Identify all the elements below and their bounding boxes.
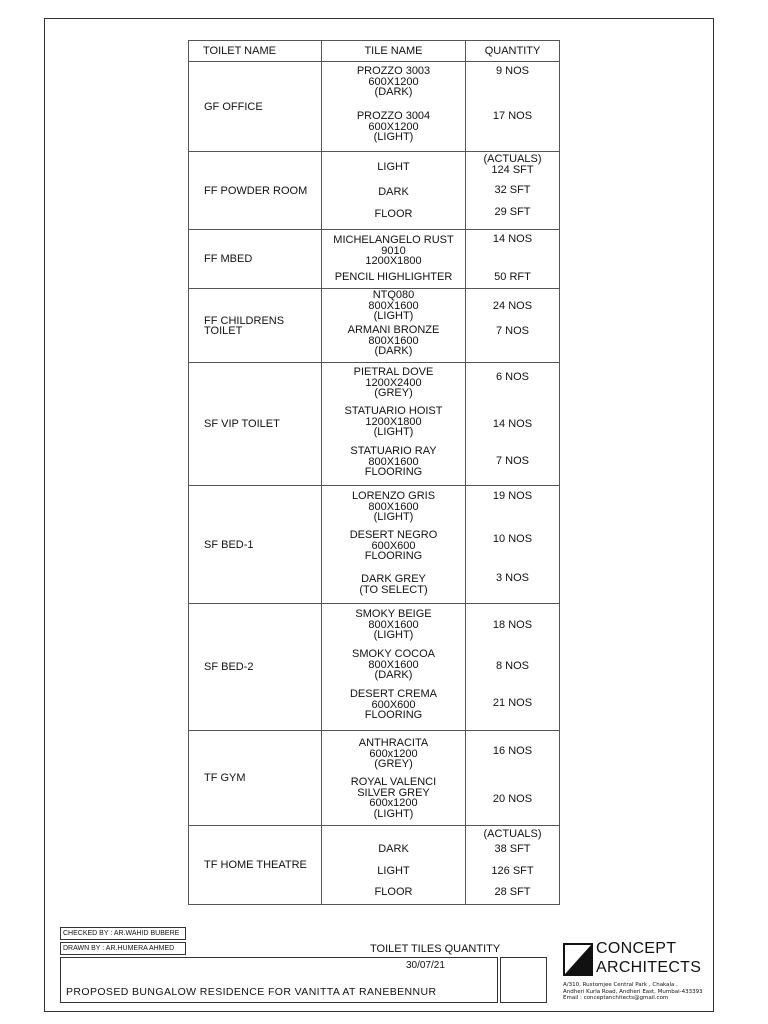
tile-line: NTQ080 <box>372 289 415 301</box>
toilet-name: SF BED-2 <box>189 604 322 731</box>
toilet-name: SF VIP TOILET <box>189 363 322 486</box>
tile-entry <box>322 111 465 143</box>
tile-line: LORENZO GRIS <box>351 490 436 502</box>
table-row <box>189 731 560 826</box>
quantity-value: 32 SFT <box>494 184 531 196</box>
toilet-name: SF BED-1 <box>189 486 322 604</box>
table-row <box>189 363 560 486</box>
tile-line: 600x1200 <box>369 747 418 760</box>
tile-entry <box>322 887 465 898</box>
table-row <box>189 62 560 152</box>
toilet-name: TF GYM <box>189 731 322 826</box>
tile-line: SILVER GREY <box>357 786 430 799</box>
tile-line: 800X1600 <box>368 500 419 513</box>
tile-line: PROZZO 3003 <box>356 65 431 77</box>
header-quantity: QUANTITY <box>466 41 560 62</box>
toilet-name: GF OFFICE <box>189 62 322 152</box>
quantity-value: (ACTUALS) <box>483 153 542 165</box>
tile-entry <box>322 367 465 399</box>
quantity-value: 6 NOS <box>495 371 529 383</box>
quantity-value: 20 NOS <box>492 793 533 805</box>
checked-by-text: CHECKED BY : AR.WAHID BUBERE <box>63 930 180 937</box>
quantity-value: 124 SFT <box>491 164 534 176</box>
tile-cell <box>322 363 466 486</box>
tile-line: LIGHT <box>377 161 410 173</box>
tile-cell <box>322 826 466 905</box>
project-name: PROPOSED BUNGALOW RESIDENCE FOR VANITTA AT RANEBENNUR <box>66 986 437 998</box>
firm-name-line1: CONCEPT <box>596 940 677 957</box>
sheet-date: 30/07/21 <box>406 960 445 971</box>
toilet-name: FF MBED <box>189 230 322 289</box>
tile-entry <box>322 235 465 267</box>
tile-cell <box>322 230 466 289</box>
quantity-cell <box>466 289 560 363</box>
tile-line: PENCIL HIGHLIGHTER <box>334 271 453 283</box>
header-tile-name: TILE NAME <box>322 41 466 62</box>
table-row <box>189 289 560 363</box>
tile-line: 800X1600 <box>368 334 419 347</box>
quantity-cell <box>466 731 560 826</box>
tile-entry <box>322 162 465 173</box>
tile-cell <box>322 289 466 363</box>
tile-line: FLOORING <box>364 466 423 478</box>
tile-line: 800X1600 <box>368 618 419 631</box>
tile-line: 800X1600 <box>368 658 419 671</box>
stamp-box <box>500 957 547 1003</box>
quantity-value: 7 NOS <box>495 455 529 467</box>
toilet-name: FF CHILDRENS TOILET <box>189 289 322 363</box>
tile-line: 600X600 <box>371 698 416 711</box>
tile-cell <box>322 152 466 230</box>
quantity-value: 29 SFT <box>494 206 531 218</box>
address-line-1: A/310, Rustomjee Central Park , Chakala , <box>563 982 678 988</box>
tile-entry <box>322 272 465 283</box>
quantity-cell <box>466 363 560 486</box>
tile-line: 600X1200 <box>368 75 419 88</box>
tile-line: ANTHRACITA <box>358 737 429 749</box>
quantity-cell <box>466 604 560 731</box>
tile-line: ARMANI BRONZE <box>347 324 440 336</box>
quantity-value: 21 NOS <box>492 697 533 709</box>
quantity-value: 18 NOS <box>492 619 533 631</box>
quantity-cell <box>466 486 560 604</box>
quantity-cell <box>466 826 560 905</box>
tile-line: (GREY) <box>374 387 413 399</box>
tile-line: (LIGHT) <box>373 807 414 820</box>
drawn-by-text: DRAWN BY : AR.HUMERA AHMED <box>63 945 175 952</box>
quantity-value: 24 NOS <box>492 300 533 312</box>
sheet-title: TOILET TILES QUANTITY <box>370 943 501 955</box>
tile-entry <box>322 649 465 681</box>
concept-logo-icon <box>563 943 593 976</box>
tile-entry <box>322 738 465 770</box>
tile-quantity-table <box>188 40 560 905</box>
tile-line: DARK GREY <box>361 573 426 585</box>
firm-email: Email : conceptanchitects@gmail.com <box>563 995 669 1001</box>
quantity-value: 10 NOS <box>492 533 533 545</box>
tile-line: FLOOR <box>374 208 413 220</box>
tile-entry <box>322 187 465 198</box>
table-row <box>189 486 560 604</box>
tile-entry <box>322 609 465 641</box>
quantity-value: 50 RFT <box>494 271 531 283</box>
tile-line: 1200X2400 <box>365 376 422 389</box>
tile-line: FLOOR <box>374 886 413 898</box>
tile-line: (LIGHT) <box>373 310 414 322</box>
tile-line: 9010 <box>381 244 406 257</box>
tile-line: (LIGHT) <box>373 131 414 143</box>
tile-line: 600X600 <box>371 539 416 552</box>
quantity-value: 14 NOS <box>492 233 533 245</box>
header-toilet-name: TOILET NAME <box>189 41 322 62</box>
tile-line: STATUARIO RAY <box>350 445 437 457</box>
toilet-name: TF HOME THEATRE <box>189 826 322 905</box>
tile-line: (DARK) <box>374 669 413 681</box>
tile-line: (TO SELECT) <box>359 583 428 596</box>
tile-entry <box>322 866 465 877</box>
tile-line: 600x1200 <box>369 797 418 809</box>
quantity-value: 8 NOS <box>495 660 529 672</box>
tile-entry <box>322 446 465 478</box>
tile-line: 1200X1800 <box>365 415 422 428</box>
tile-line: (LIGHT) <box>373 511 414 523</box>
tile-line: 1200X1800 <box>365 255 422 267</box>
tile-cell <box>322 62 466 152</box>
tile-line: (LIGHT) <box>373 629 414 641</box>
tile-cell <box>322 486 466 604</box>
tile-line: SMOKY COCOA <box>352 648 435 660</box>
quantity-value: 7 NOS <box>495 325 529 337</box>
tile-line: PIETRAL DOVE <box>353 366 434 378</box>
tile-line: 800X1600 <box>368 299 419 312</box>
table-header-row <box>189 41 560 62</box>
tile-line: SMOKY BEIGE <box>355 608 432 620</box>
tile-line: LIGHT <box>377 865 410 877</box>
drawn-by-box <box>60 942 186 955</box>
tile-entry <box>322 290 465 322</box>
tile-line: (DARK) <box>374 345 413 357</box>
tile-line: STATUARIO HOIST <box>344 405 443 417</box>
tile-entry <box>322 844 465 855</box>
tile-line: (LIGHT) <box>373 426 414 438</box>
quantity-value: 17 NOS <box>492 110 533 122</box>
toilet-name: FF POWDER ROOM <box>189 152 322 230</box>
tile-line: FLOORING <box>364 709 423 721</box>
quantity-cell <box>466 230 560 289</box>
tile-line: PROZZO 3004 <box>356 110 431 122</box>
firm-name-line2: ARCHITECTS <box>596 959 702 976</box>
table-row <box>189 826 560 905</box>
firm-address <box>563 982 703 1002</box>
tile-entry <box>322 66 465 98</box>
tile-line: FLOORING <box>364 550 423 562</box>
quantity-value: 3 NOS <box>495 572 529 584</box>
table-row <box>189 604 560 731</box>
tile-entry <box>322 689 465 721</box>
tile-entry <box>322 209 465 220</box>
tile-line: 800X1600 <box>368 455 419 468</box>
quantity-value: 38 SFT <box>494 843 531 855</box>
tile-line: DESERT CREMA <box>349 688 437 700</box>
tile-entry <box>322 491 465 523</box>
tile-cell <box>322 604 466 731</box>
tile-line: (GREY) <box>374 758 413 770</box>
tile-entry <box>322 530 465 562</box>
tile-line: MICHELANGELO RUST <box>333 234 454 246</box>
tile-cell <box>322 731 466 826</box>
tile-line: ROYAL VALENCI <box>350 776 437 788</box>
tile-line: DARK <box>378 843 409 855</box>
quantity-value: 19 NOS <box>492 490 533 502</box>
quantity-cell <box>466 152 560 230</box>
quantity-value: 28 SFT <box>494 886 531 898</box>
quantity-value: 9 NOS <box>495 65 529 77</box>
tile-line: (DARK) <box>374 86 413 98</box>
table-row <box>189 152 560 230</box>
tile-line: DARK <box>378 186 409 198</box>
checked-by-box <box>60 927 186 940</box>
tile-entry <box>322 406 465 438</box>
table-row <box>189 230 560 289</box>
tile-line: 600X1200 <box>368 120 419 133</box>
quantity-value: 14 NOS <box>492 418 533 430</box>
quantity-cell <box>466 62 560 152</box>
tile-entry <box>322 325 465 357</box>
quantity-value: (ACTUALS) <box>483 828 542 840</box>
quantity-value: 126 SFT <box>491 865 534 877</box>
quantity-value: 16 NOS <box>492 745 533 757</box>
address-line-2: Andheri Kurla Road, Andheri East, Mumbai-433393 <box>563 988 703 995</box>
tile-entry <box>322 777 465 819</box>
tile-entry <box>322 574 465 595</box>
tile-line: DESERT NEGRO <box>349 529 438 541</box>
